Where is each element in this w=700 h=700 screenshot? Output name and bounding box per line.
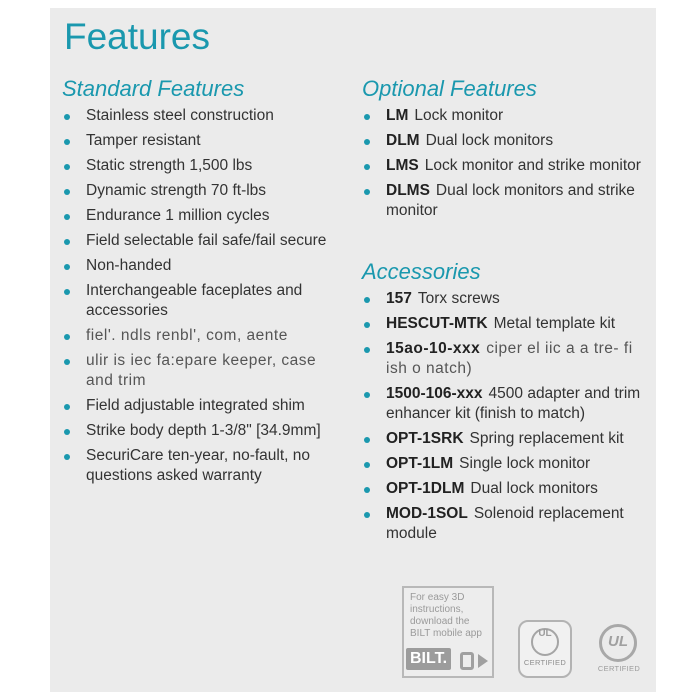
standard-feature-item <box>64 421 344 441</box>
accessory-item <box>364 289 644 309</box>
bilt-logo: BILT. <box>406 648 451 670</box>
item-code: MOD-1SOL <box>386 505 468 522</box>
bullet-icon <box>364 487 370 493</box>
item-code: OPT-1DLM <box>386 480 465 497</box>
bullet-icon <box>364 139 370 145</box>
bullet-icon <box>364 297 370 303</box>
ul-logo-text: UL <box>608 633 628 650</box>
certified-label: CERTIFIED <box>523 658 567 667</box>
accessory-item <box>364 314 644 334</box>
accessory-item <box>364 479 644 499</box>
bullet-icon <box>364 347 370 353</box>
item-code: DLMS <box>386 182 430 199</box>
item-description: Single lock monitor <box>459 455 591 472</box>
bullet-icon <box>364 164 370 170</box>
accessories-heading: Accessories <box>362 259 481 284</box>
item-description: Lock monitor <box>414 107 504 124</box>
item-description: Dual lock monitors <box>425 132 554 149</box>
item-code: HESCUT-MTK <box>386 315 488 332</box>
accessory-item <box>364 504 644 544</box>
bullet-icon <box>64 289 70 295</box>
standard-feature-text: Field adjustable integrated shim <box>86 397 305 414</box>
item-description: Spring replacement kit <box>469 430 624 447</box>
optional-feature-item <box>364 181 644 221</box>
item-code: LMS <box>386 157 419 174</box>
item-code: 15ao-10-xxx <box>386 340 481 357</box>
standard-feature-text: Static strength 1,500 lbs <box>86 157 253 174</box>
ul-logo <box>594 620 644 678</box>
item-code: 157 <box>386 290 412 307</box>
bullet-icon <box>364 512 370 518</box>
bullet-icon <box>64 359 70 365</box>
optional-features-list <box>364 106 644 226</box>
item-description: Dual lock monitors <box>470 480 598 497</box>
standard-feature-item <box>64 281 344 321</box>
item-code: OPT-1LM <box>386 455 454 472</box>
standard-feature-text: Dynamic strength 70 ft-lbs <box>86 182 267 199</box>
standard-feature-item <box>64 351 344 391</box>
bullet-icon <box>364 322 370 328</box>
standard-feature-text: Tamper resistant <box>86 132 201 149</box>
item-code: DLM <box>386 132 420 149</box>
optional-feature-item <box>364 156 644 176</box>
bilt-app-badge <box>402 586 494 678</box>
bullet-icon <box>64 239 70 245</box>
bullet-icon <box>64 404 70 410</box>
accessory-item <box>364 429 644 449</box>
standard-feature-item <box>64 106 344 126</box>
standard-feature-text: ulir is iec fa:epare keeper, case and trim <box>86 352 317 389</box>
bullet-icon <box>64 164 70 170</box>
standard-feature-text: Interchangeable faceplates and accessories <box>86 282 303 319</box>
bullet-icon <box>64 139 70 145</box>
standard-feature-item <box>64 231 344 251</box>
bullet-icon <box>364 462 370 468</box>
item-description: 4500 adapter and trim enhancer kit (finish to match) <box>386 385 641 422</box>
standard-feature-item <box>64 206 344 226</box>
bullet-icon <box>64 214 70 220</box>
standard-feature-item <box>64 396 344 416</box>
standard-feature-text: Strike body depth 1-3/8" [34.9mm] <box>86 422 321 439</box>
item-code: 1500-106-xxx <box>386 385 483 402</box>
item-description: Solenoid replacement module <box>386 505 624 542</box>
bullet-icon <box>64 334 70 340</box>
bullet-icon <box>364 437 370 443</box>
standard-feature-text: Field selectable fail safe/fail secure <box>86 232 327 249</box>
bullet-icon <box>64 189 70 195</box>
optional-feature-item <box>364 106 644 126</box>
standard-feature-text: SecuriCare ten-year, no-fault, no questions asked warranty <box>86 447 311 484</box>
bullet-icon <box>64 264 70 270</box>
standard-feature-item <box>64 156 344 176</box>
standard-feature-item <box>64 446 344 486</box>
optional-features-heading: Optional Features <box>362 76 537 101</box>
item-code: LM <box>386 107 409 124</box>
accessory-item <box>364 454 644 474</box>
standard-features-heading: Standard Features <box>62 76 245 101</box>
bullet-icon <box>364 114 370 120</box>
bullet-icon <box>364 392 370 398</box>
standard-feature-item <box>64 181 344 201</box>
item-description: Lock monitor and strike monitor <box>424 157 641 174</box>
bullet-icon <box>64 429 70 435</box>
accessory-item <box>364 339 644 379</box>
accessories-list <box>364 289 644 549</box>
bullet-icon <box>64 114 70 120</box>
standard-feature-text: Endurance 1 million cycles <box>86 207 270 224</box>
ul-certified-badge <box>518 620 572 678</box>
ul-mark-text: UL <box>538 628 552 639</box>
optional-feature-item <box>364 131 644 151</box>
item-description: ciper el iic a a tre- fi ish o natch) <box>386 340 633 377</box>
standard-features-list <box>64 106 344 491</box>
item-description: Metal template kit <box>493 315 616 332</box>
item-description: Dual lock monitors and strike monitor <box>386 182 635 219</box>
play-icon <box>478 654 488 668</box>
standard-feature-text: Stainless steel construction <box>86 107 274 124</box>
standard-feature-item <box>64 256 344 276</box>
item-code: OPT-1SRK <box>386 430 464 447</box>
standard-feature-item <box>64 326 344 346</box>
phone-icon <box>460 652 474 670</box>
standard-feature-text: Non-handed <box>86 257 172 274</box>
bilt-instructions-text: For easy 3D instructions, download the BILT mobile app <box>410 592 482 639</box>
bullet-icon <box>64 454 70 460</box>
item-description: Torx screws <box>417 290 500 307</box>
accessory-item <box>364 384 644 424</box>
standard-feature-item <box>64 131 344 151</box>
page-title: Features <box>64 16 211 57</box>
ul-logo-label: CERTIFIED <box>597 664 641 673</box>
bullet-icon <box>364 189 370 195</box>
standard-feature-text: fiel'. ndls renbl', com, aente <box>86 327 288 344</box>
